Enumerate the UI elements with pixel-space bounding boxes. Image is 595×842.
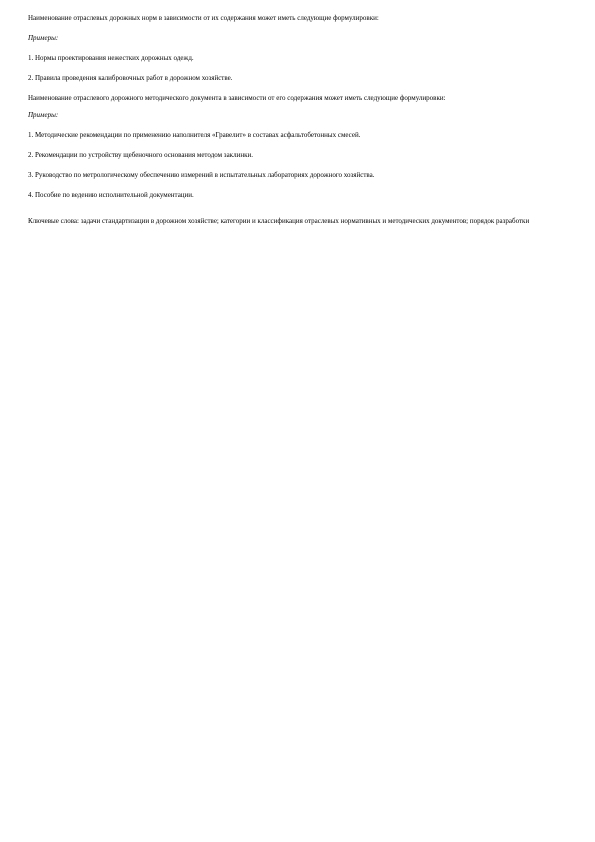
intro-norms-paragraph: Наименование отраслевых дорожных норм в зависимости от их содержания может иметь следующие формулировки: [28,14,379,22]
methodical-examples-list [28,131,568,200]
methodical-example-item: 3. Руководство по метрологическому обеспечению измерений в испытательных лабораториях дорожного хозяйства. [28,171,375,179]
document-page [28,14,568,233]
examples-label-1: Примеры: [28,34,59,42]
methodical-example-item: 4. Пособие по ведению исполнительной документации. [28,191,194,199]
norms-examples-list [28,54,568,83]
intro-methodical-paragraph: Наименование отраслевого дорожного методического документа в зависимости от его содержания может иметь следующие формулировки: [28,94,446,102]
norms-example-item: 1. Нормы проектирования нежестких дорожных одежд. [28,54,194,62]
methodical-example-item: 2. Рекомендации по устройству щебеночного основания методом заклинки. [28,151,253,159]
methodical-example-item: 1. Методические рекомендации по применению наполнителя «Гравелит» в составах асфальтобетонных смесей. [28,131,361,139]
examples-label-2: Примеры: [28,111,59,119]
norms-example-item: 2. Правила проведения калибровочных работ в дорожном хозяйстве. [28,74,233,82]
keywords-paragraph: Ключевые слова: задачи стандартизации в дорожном хозяйстве; категории и классификация отраслевых нормативных и методических документов; порядок разработки [28,217,530,225]
